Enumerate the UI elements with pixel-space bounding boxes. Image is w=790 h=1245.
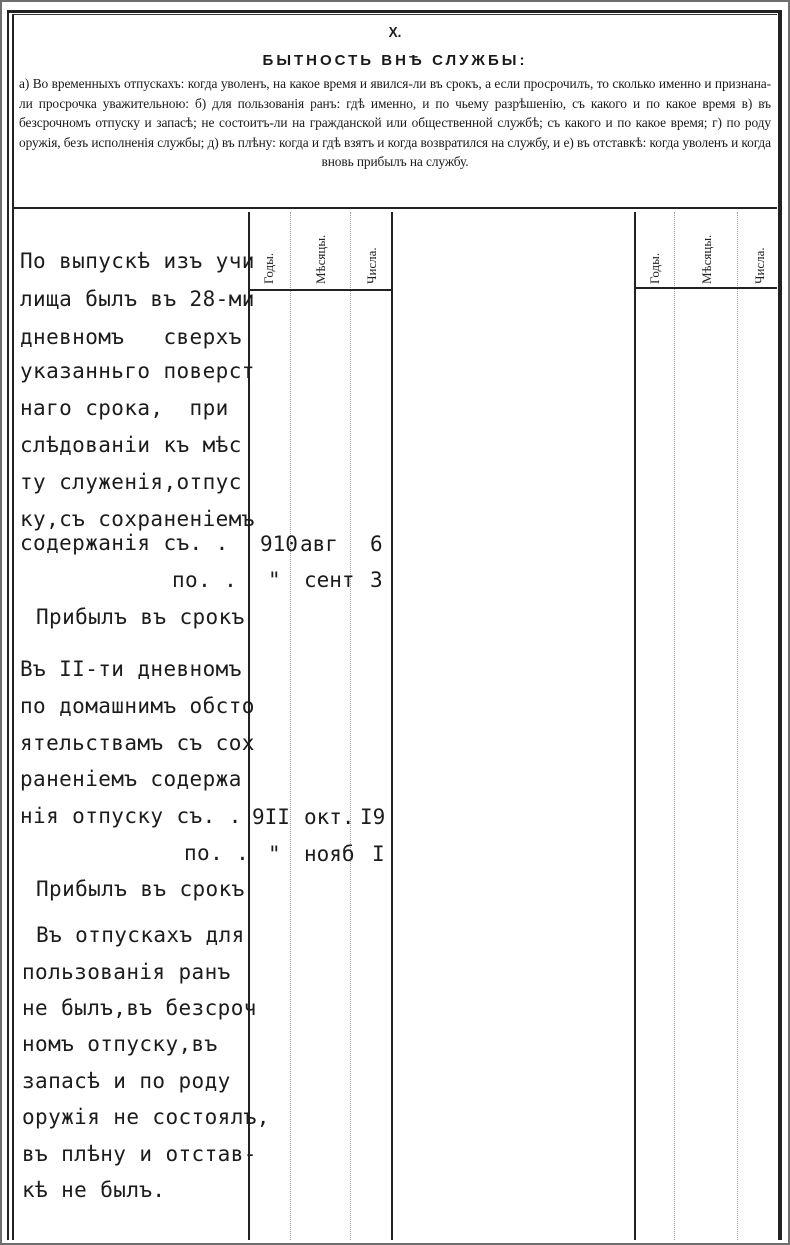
entry1-to-month: сент — [304, 568, 355, 592]
entry2-from-month: окт. — [304, 805, 355, 829]
entry3-line: въ плѣну и отстав- — [22, 1142, 257, 1166]
section-number: X. — [388, 24, 402, 41]
entry1-from-day: 6 — [370, 532, 383, 556]
entry2-line: ятельствамъ съ сох — [20, 731, 255, 755]
entry3-line: кѣ не былъ. — [22, 1178, 166, 1202]
entry1-arrived: Прибылъ въ срокъ — [36, 605, 245, 629]
entry1-line: слѣдованіи къ мѣс — [20, 433, 242, 457]
entry2-arrived: Прибылъ въ срокъ — [36, 877, 245, 901]
document-page — [2, 2, 788, 1243]
entry2-to-month: нояб — [304, 842, 355, 866]
entry1-line: ку,съ сохраненіемъ — [20, 507, 255, 531]
entry1-line: указанньго поверст — [20, 359, 255, 383]
entry3-line: номъ отпуску,въ — [22, 1032, 218, 1056]
entry1-line: По выпускѣ изъ учи — [20, 249, 255, 273]
right-years-divider — [674, 212, 675, 1240]
right-days-header: Числа. — [752, 247, 767, 284]
entry1-line: наго срока, при — [20, 396, 229, 420]
entry2-from-day: I9 — [360, 805, 386, 829]
entry1-to-label: по. . — [172, 568, 238, 592]
entry2-line: нія отпуску съ. . — [20, 804, 242, 828]
entry2-to-day: I — [372, 842, 385, 866]
entry2-from-year: 9II — [252, 805, 290, 829]
entry1-line: ту служенія,отпус — [20, 470, 242, 494]
entry3-line: пользованія ранъ — [22, 960, 231, 984]
left-days-header: Числа. — [364, 247, 379, 284]
left-colhead-rule — [248, 289, 393, 291]
left-years-divider — [290, 212, 291, 1240]
section-instructions: а) Во временныхъ отпускахъ: когда уволенъ, на какое время и явился-ли въ срокъ, а если просрочилъ, то сколько именно и признана-ли просрочка уважительною: б) для пользованія ранъ: гдѣ именно, и по чьему разрѣшенію, съ какого и по какое время в) въ безсрочномъ отпуску и запасѣ; не состоитъ-ли на гражданской или общественной службѣ; съ какого и по какое время; г) по роду оружія, безъ исполненія службы; д) въ плѣну: когда и гдѣ взятъ и когда возвратился на службу, и е) въ отставкѣ: когда уволенъ и когда вновь прибылъ на службу. — [19, 76, 771, 169]
entry1-to-day: 3 — [370, 568, 383, 592]
right-months-divider — [737, 212, 738, 1240]
entry1-line: лища былъ въ 28-ми — [20, 287, 255, 311]
right-years-header: Годы. — [647, 252, 662, 284]
entry3-line: запасѣ и по роду — [22, 1069, 231, 1093]
header-bottom-rule — [14, 207, 777, 209]
entry2-to-year: " — [268, 842, 281, 866]
left-months-divider — [350, 212, 351, 1240]
entry2-to-label: по. . — [184, 841, 250, 865]
left-months-header: Мѣсяцы. — [313, 234, 328, 284]
left-years-header: Годы. — [261, 252, 276, 284]
entry3-line: Въ отпускахъ для — [36, 923, 245, 947]
right-text-divider — [634, 212, 636, 1240]
right-colhead-rule — [634, 287, 777, 289]
entry2-line: Въ II-ти дневномъ — [20, 657, 242, 681]
entry2-line: по домашнимъ обсто — [20, 694, 255, 718]
entry1-to-year: " — [268, 568, 281, 592]
right-months-header: Мѣсяцы. — [699, 234, 714, 284]
entry3-line: оружія не состоялъ, — [22, 1105, 270, 1129]
entry1-line: дневномъ сверхъ — [20, 325, 242, 349]
entry1-from-year: 910 — [260, 532, 298, 556]
entry3-line: не былъ,въ безсроч — [22, 996, 257, 1020]
entry1-line: содержанія съ. . — [20, 531, 229, 555]
entry1-from-month: авг — [300, 532, 338, 556]
entry2-line: раненіемъ содержа — [20, 767, 242, 791]
left-days-divider — [391, 212, 393, 1240]
section-title: БЫТНОСТЬ ВНѢ СЛУЖБЫ: — [262, 52, 528, 69]
